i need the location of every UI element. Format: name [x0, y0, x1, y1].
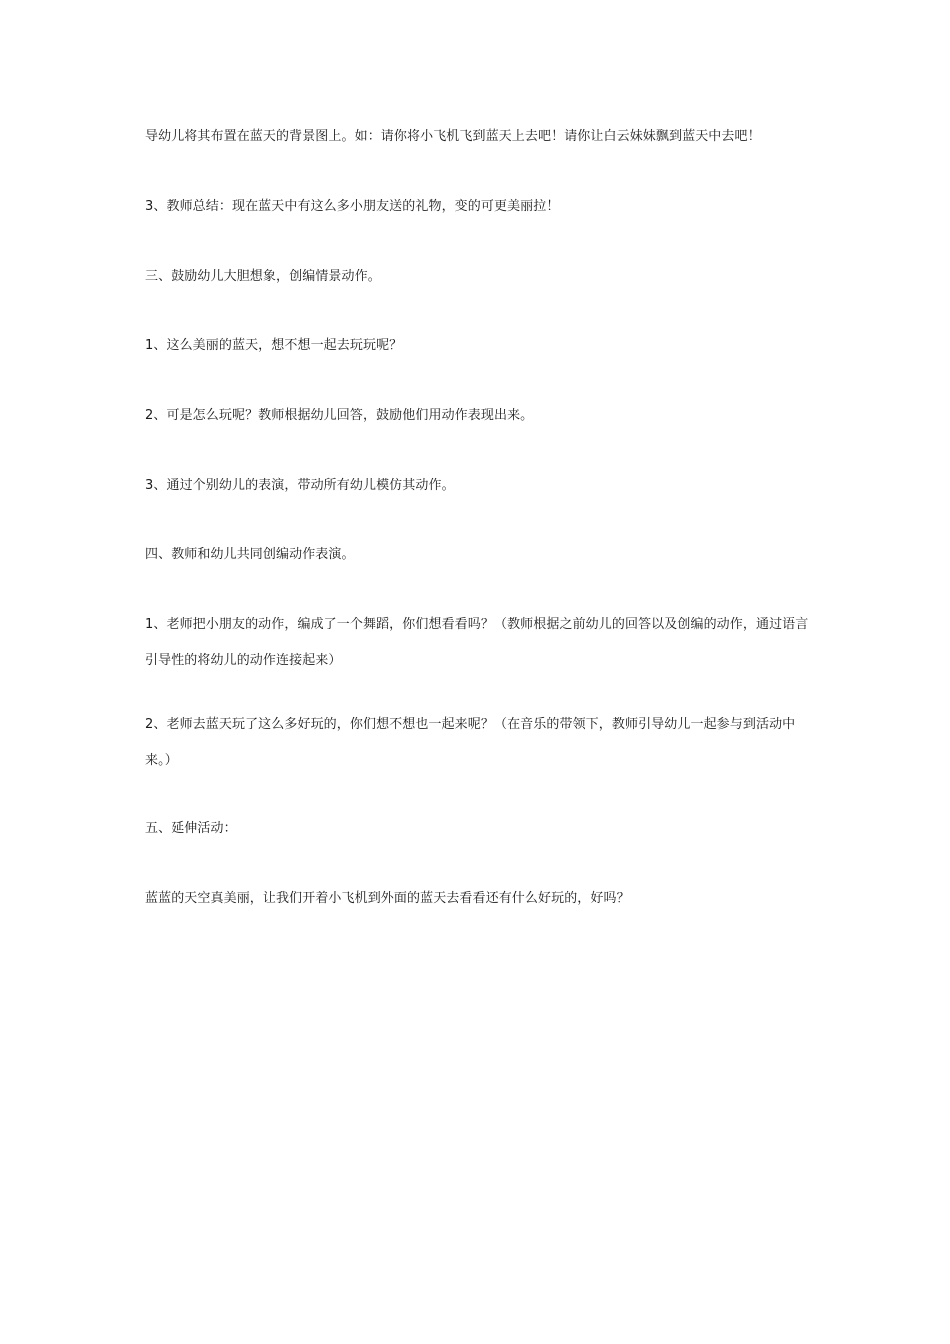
section-heading-three: 三、鼓励幼儿大胆想象，创编情景动作。 [145, 269, 381, 284]
paragraph-step-2-how-to-play: 2、可是怎么玩呢？教师根据幼儿回答，鼓励他们用动作表现出来。 [145, 408, 534, 423]
section-heading-four: 四、教师和幼儿共同创编动作表演。 [145, 547, 355, 562]
paragraph-step-1-play: 1、这么美丽的蓝天，想不想一起去玩玩呢？ [145, 338, 403, 353]
section-heading-five: 五、延伸活动： [145, 821, 237, 836]
paragraph-step-3-imitate: 3、通过个别幼儿的表演，带动所有幼儿模仿其动作。 [145, 478, 455, 493]
paragraph-arrange-items: 导幼儿将其布置在蓝天的背景图上。如：请你将小飞机飞到蓝天上去吧！请你让白云妹妹飘到蓝天中去吧！ [145, 129, 761, 144]
paragraph-extension-activity: 蓝蓝的天空真美丽，让我们开着小飞机到外面的蓝天去看看还有什么好玩的，好吗？ [145, 891, 630, 906]
paragraph-step-2-join: 2、老师去蓝天玩了这么多好玩的，你们想不想也一起来呢？（在音乐的带领下，教师引导幼儿一起参与到活动中来。） [145, 717, 796, 768]
paragraph-teacher-summary: 3、教师总结：现在蓝天中有这么多小朋友送的礼物，变的可更美丽拉！ [145, 199, 560, 214]
paragraph-step-1-dance: 1、老师把小朋友的动作，编成了一个舞蹈，你们想看看吗？（教师根据之前幼儿的回答以及创编的动作，通过语言引导性的将幼儿的动作连接起来） [145, 617, 809, 668]
